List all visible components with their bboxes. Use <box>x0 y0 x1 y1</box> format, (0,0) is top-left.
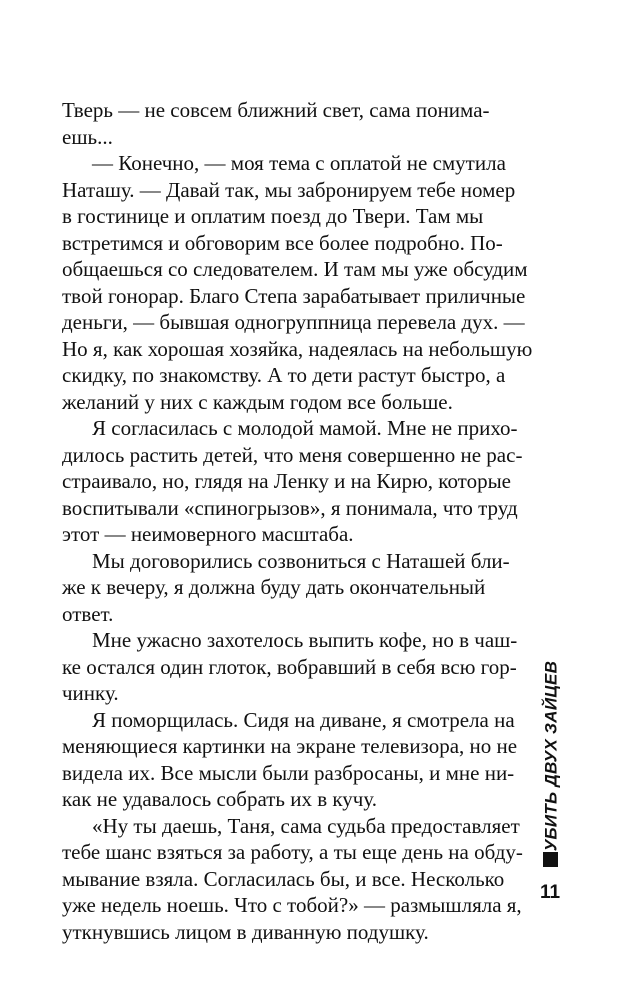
text-line: общаешься со следователем. И там мы уже обсудим <box>62 257 528 281</box>
text-line: воспитывали «спиногрызов», я понимала, что труд <box>62 495 518 520</box>
paragraph-first-line: Я согласилась с молодой мамой. Мне не прихо- <box>92 416 518 440</box>
text-line: Наташу. — Давай так, мы забронируем тебе номер <box>62 177 516 202</box>
text-line: деньги, — бывшая одногруппница перевела дух. — <box>62 310 525 334</box>
text-line: тебе шанс взяться за работу, а ты еще день на обду- <box>62 840 523 864</box>
text-line: желаний у них с каждым годом все больше. <box>62 389 453 414</box>
text-line: твой гонорар. Благо Степа зарабатывает приличные <box>62 283 526 308</box>
text-line: Но я, как хорошая хозяйка, надеялась на небольшую <box>62 336 533 361</box>
paragraph-first-line: Я поморщилась. Сидя на диване, я смотрела на <box>92 707 515 732</box>
paragraph-first-line: Мне ужасно захотелось выпить кофе, но в чаш- <box>92 628 518 652</box>
running-title-text: УБИТЬ ДВУХ ЗАЙЦЕВ <box>541 660 561 852</box>
paragraph-first-line: «Ну ты даешь, Таня, сама судьба предоставляет <box>92 813 520 838</box>
square-marker-icon <box>543 852 558 867</box>
text-line: видела их. Все мысли были разбросаны, и мне ни- <box>62 760 515 785</box>
running-title <box>538 660 564 852</box>
paragraph-first-line: Мы договорились созвониться с Наташей бли- <box>92 548 510 573</box>
text-line: как не удавалось собрать их в кучу. <box>62 787 377 811</box>
text-line: меняющиеся картинки на экране телевизора, но не <box>62 734 518 758</box>
paragraph-first-line: — Конечно, — моя тема с оплатой не смутила <box>92 151 506 175</box>
text-line: страивало, но, глядя на Ленку и на Кирю, которые <box>62 469 511 493</box>
text-line: ответ. <box>62 601 114 626</box>
text-line: уткнувшись лицом в диванную подушку. <box>62 919 429 944</box>
text-line: ешь... <box>62 124 113 149</box>
text-line: дилось растить детей, что меня совершенно не рас- <box>62 442 523 467</box>
text-line: встретимся и обговорим все более подробно. По- <box>62 230 503 255</box>
text-line: уже недель ноешь. Что с тобой?» — размышляла я, <box>62 893 522 917</box>
text-line: скидку, по знакомству. А то дети растут быстро, а <box>62 363 506 387</box>
text-line: ке остался один глоток, вобравший в себя всю гор- <box>62 654 517 679</box>
text-line: в гостинице и оплатим поезд до Твери. Там мы <box>62 204 484 228</box>
text-line: Тверь — не совсем ближний свет, сама понима- <box>62 98 490 122</box>
page-number: 11 <box>539 882 561 903</box>
text-line: мывание взяла. Согласилась бы, и все. Несколько <box>62 866 505 891</box>
text-line: чинку. <box>62 681 119 705</box>
text-line: же к вечеру, я должна буду дать окончательный <box>62 575 486 599</box>
body-text <box>62 97 532 945</box>
text-line: этот — неимоверного масштаба. <box>62 522 354 546</box>
